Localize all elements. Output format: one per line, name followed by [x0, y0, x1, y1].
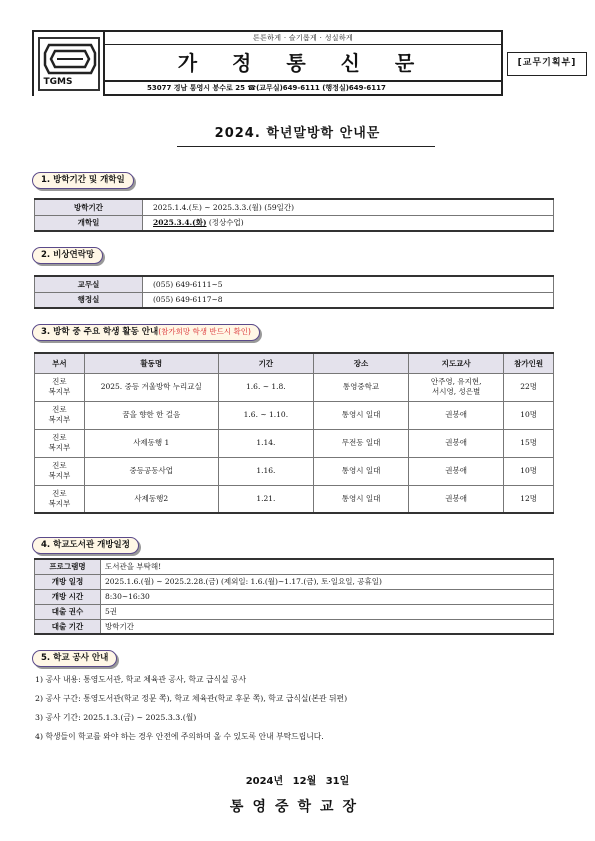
table-cell: 권봉애: [409, 429, 504, 457]
table-cell: 1.6. ~ 1.8.: [218, 373, 313, 401]
table-row: [35, 199, 554, 215]
school-motto: 튼튼하게 · 슬기롭게 · 성실하게: [105, 32, 501, 45]
table-row: [35, 457, 554, 485]
library-value: 방학기간: [101, 619, 554, 634]
table-cell: 안주영, 유지현, 서시영, 성은별: [409, 373, 504, 401]
header-center: [103, 30, 503, 96]
reopen-value: [143, 215, 554, 231]
col-header: 지도교사: [409, 353, 504, 373]
section-1-heading: 1. 방학기간 및 개학일: [32, 172, 134, 189]
table-cell: 1.16.: [218, 457, 313, 485]
logo-emblem-icon: [43, 41, 97, 77]
table-header-row: [35, 353, 554, 373]
table-row: [35, 559, 554, 574]
table-cell: 1.21.: [218, 485, 313, 513]
table-row: [35, 429, 554, 457]
table-row: [35, 401, 554, 429]
document-title: 2024. 학년말방학 안내문: [214, 126, 381, 141]
list-item: 3) 공사 기간: 2025.1.3.(금) ~ 2025.3.3.(월): [35, 713, 197, 722]
table-cell: 진로 복지부: [35, 401, 85, 429]
table-cell: 12명: [504, 485, 554, 513]
library-label: 대출 기간: [35, 619, 101, 634]
section-2-heading: 2. 비상연락망: [32, 247, 103, 264]
table-cell: 22명: [504, 373, 554, 401]
list-item: 1) 공사 내용: 통영도서관, 학교 체육관 공사, 학교 급식실 공사: [35, 675, 247, 684]
table-cell: 진로 복지부: [35, 429, 85, 457]
section-3-heading: [32, 324, 260, 341]
period-value: 2025.1.4.(토) ~ 2025.3.3.(월) (59일간): [143, 199, 554, 215]
section-4-heading: 4. 학교도서관 개방일정: [32, 537, 139, 554]
office-label: 교무실: [35, 276, 143, 292]
library-label: 대출 권수: [35, 604, 101, 619]
activities-table: [34, 352, 554, 514]
table-cell: 권봉애: [409, 457, 504, 485]
emergency-contact-table: [34, 275, 554, 309]
school-logo: [32, 30, 103, 96]
table-row: [35, 215, 554, 231]
list-item: 2) 공사 구간: 통영도서관(학교 정문 쪽), 학교 체육관(학교 후문 쪽), 학교 급식실(본관 뒤편): [35, 694, 348, 703]
table-cell: 권봉애: [409, 485, 504, 513]
library-label: 프로그램명: [35, 559, 101, 574]
table-cell: 1.14.: [218, 429, 313, 457]
newsletter-title: 가 정 통 신 문: [105, 45, 501, 82]
table-cell: 통영시 일대: [313, 457, 408, 485]
section-5-heading: 5. 학교 공사 안내: [32, 650, 117, 667]
school-address: 53077 경남 통영시 봉수로 25 ☎(교무실)649-6111 (행정실)649-6117: [147, 84, 386, 92]
table-cell: 10명: [504, 457, 554, 485]
table-cell: 중등공동사업: [84, 457, 218, 485]
office-phone: (055) 649-6111~5: [143, 276, 554, 292]
construction-notes: [35, 670, 347, 746]
table-row: [35, 276, 554, 292]
table-row: [35, 485, 554, 513]
reopen-note: (정상수업): [206, 218, 244, 228]
table-row: [35, 292, 554, 308]
table-cell: 진로 복지부: [35, 457, 85, 485]
title-underline: [177, 146, 435, 147]
table-cell: 15명: [504, 429, 554, 457]
table-cell: 권봉애: [409, 401, 504, 429]
section-3-note: (참가희망 학생 반드시 확인): [158, 327, 251, 336]
table-row: [35, 619, 554, 634]
logo-text: TGMS: [43, 77, 73, 87]
library-value: 5권: [101, 604, 554, 619]
col-header: 참가인원: [504, 353, 554, 373]
table-cell: 통영시 일대: [313, 485, 408, 513]
department-label: [교무기획부]: [507, 52, 587, 76]
library-value: 도서관을 부탁해!: [101, 559, 554, 574]
period-label: 방학기간: [35, 199, 143, 215]
col-header: 장소: [313, 353, 408, 373]
col-header: 부서: [35, 353, 85, 373]
admin-phone: (055) 649-6117~8: [143, 292, 554, 308]
table-row: [35, 373, 554, 401]
table-cell: 통영시 일대: [313, 401, 408, 429]
table-cell: 통영중학교: [313, 373, 408, 401]
letter-header: [32, 30, 577, 96]
col-header: 기간: [218, 353, 313, 373]
table-cell: 1.6. ~ 1.10.: [218, 401, 313, 429]
table-row: [35, 574, 554, 589]
col-header: 활동명: [84, 353, 218, 373]
table-cell: 10명: [504, 401, 554, 429]
library-value: 8:30~16:30: [101, 589, 554, 604]
logo-emblem: [38, 37, 100, 91]
table-row: [35, 604, 554, 619]
admin-label: 행정실: [35, 292, 143, 308]
section-3-title: 3. 방학 중 주요 학생 활동 안내: [41, 327, 159, 337]
table-cell: 꿈을 향한 한 걸음: [84, 401, 218, 429]
issue-date: 2024년 12월 31일: [245, 776, 350, 787]
table-cell: 사제동행 1: [84, 429, 218, 457]
library-value: 2025.1.6.(월) ~ 2025.2.28.(금) (제외일: 1.6.(월)~1.17.(금), 토·일요일, 공휴일): [101, 574, 554, 589]
table-row: [35, 589, 554, 604]
table-cell: 사제동행2: [84, 485, 218, 513]
vacation-period-table: [34, 198, 554, 232]
table-cell: 무전동 일대: [313, 429, 408, 457]
reopen-label: 개학일: [35, 215, 143, 231]
reopen-date: 2025.3.4.(화): [153, 218, 207, 228]
principal-signature: 통영중학교장: [229, 799, 366, 815]
library-label: 개방 일정: [35, 574, 101, 589]
table-cell: 진로 복지부: [35, 485, 85, 513]
activities-body: [35, 373, 554, 513]
library-table: [34, 558, 554, 635]
list-item: 4) 학생들이 학교를 와야 하는 경우 안전에 주의하며 올 수 있도록 안내 부탁드립니다.: [35, 732, 324, 741]
table-cell: 진로 복지부: [35, 373, 85, 401]
table-cell: 2025. 중등 겨울방학 누리교실: [84, 373, 218, 401]
library-body: [35, 559, 554, 634]
library-label: 개방 시간: [35, 589, 101, 604]
